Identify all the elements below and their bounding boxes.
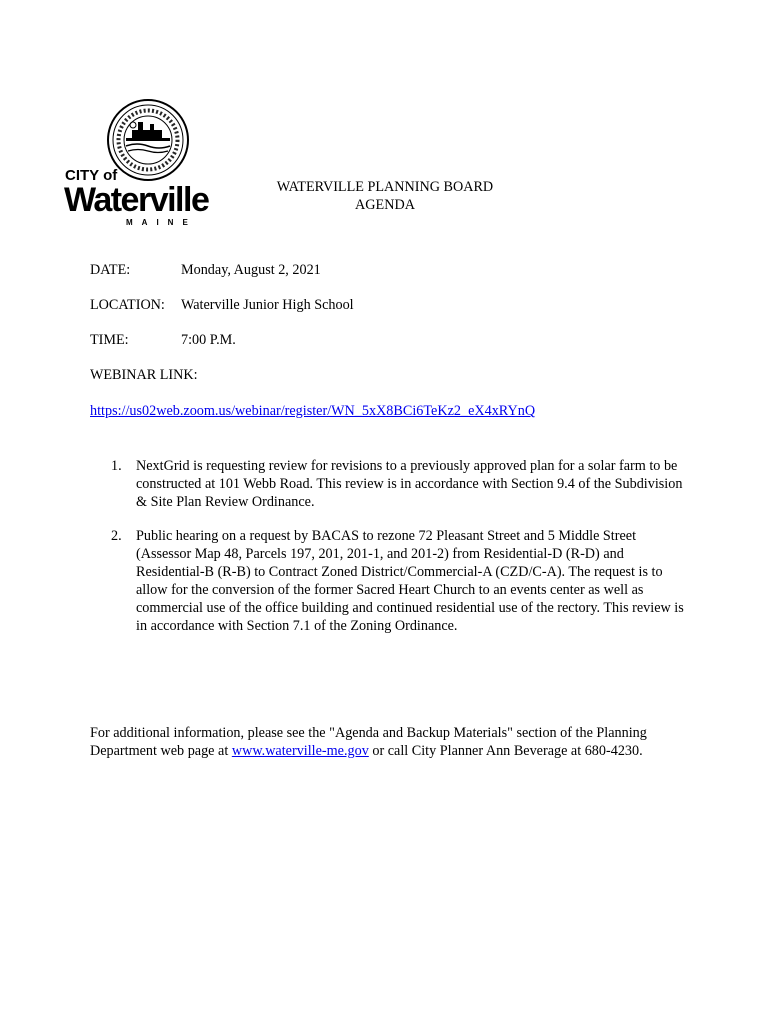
agenda-items [90,457,690,651]
website-link[interactable]: www.waterville-me.gov [231,743,369,759]
date-row [90,262,321,279]
date-label: DATE: [90,262,131,278]
state-text: MAINE [126,218,197,227]
agenda-item-text: Public hearing on a request by BACAS to rezone 72 Pleasant Street and 5 Middle Street (Assessor Map 48, Parcels 197, 201, 201-1, and 201-2) from Residential-D (R-D) and Residential-B (R-B) to Contract Zoned District/Commercial-A (CZD/C-A). The request is to allow for the conversion of the former Sacred Heart Church to an events center as well as commercial use of the office building and continued residential use of the rectory. This review is in accordance with Section 7.1 of the Zoning Ordinance. [136,528,684,634]
time-value: 7:00 P.M. [181,332,236,348]
location-row [90,297,354,314]
footer-note [90,724,690,760]
agenda-item-text: NextGrid is requesting review for revisions to a previously approved plan for a solar farm to be constructed at 101 Webb Road. This review is in accordance with Section 9.4 of the Subdivision & Site Plan Review Ordinance. [136,458,683,510]
date-value: Monday, August 2, 2021 [181,262,321,278]
time-label: TIME: [90,332,129,348]
location-label: LOCATION: [90,297,165,313]
agenda-title: AGENDA [355,197,415,213]
agenda-item-number: 2. [111,528,122,544]
board-title: WATERVILLE PLANNING BOARD [276,179,494,195]
agenda-item-number: 1. [111,458,122,474]
webinar-label: WEBINAR LINK: [90,367,198,383]
city-of-text: CITY of [65,167,118,184]
footer-text-after: or call City Planner Ann Beverage at 680-4230. [368,743,643,759]
city-name-text: Waterville [64,181,209,219]
webinar-link[interactable]: https://us02web.zoom.us/webinar/register/WN_5xX8BCi6TeKz2_eX4xRYnQ [90,403,536,419]
document-header [250,178,520,214]
agenda-item [90,527,690,635]
city-logo [62,98,212,228]
footer-text-before: For additional information, please see the "Agenda and Backup Materials" section of the Planning Department web page at [90,725,647,759]
agenda-item [90,457,690,511]
city-seal-icon [108,100,188,180]
time-row [90,332,236,349]
location-value: Waterville Junior High School [181,297,354,313]
